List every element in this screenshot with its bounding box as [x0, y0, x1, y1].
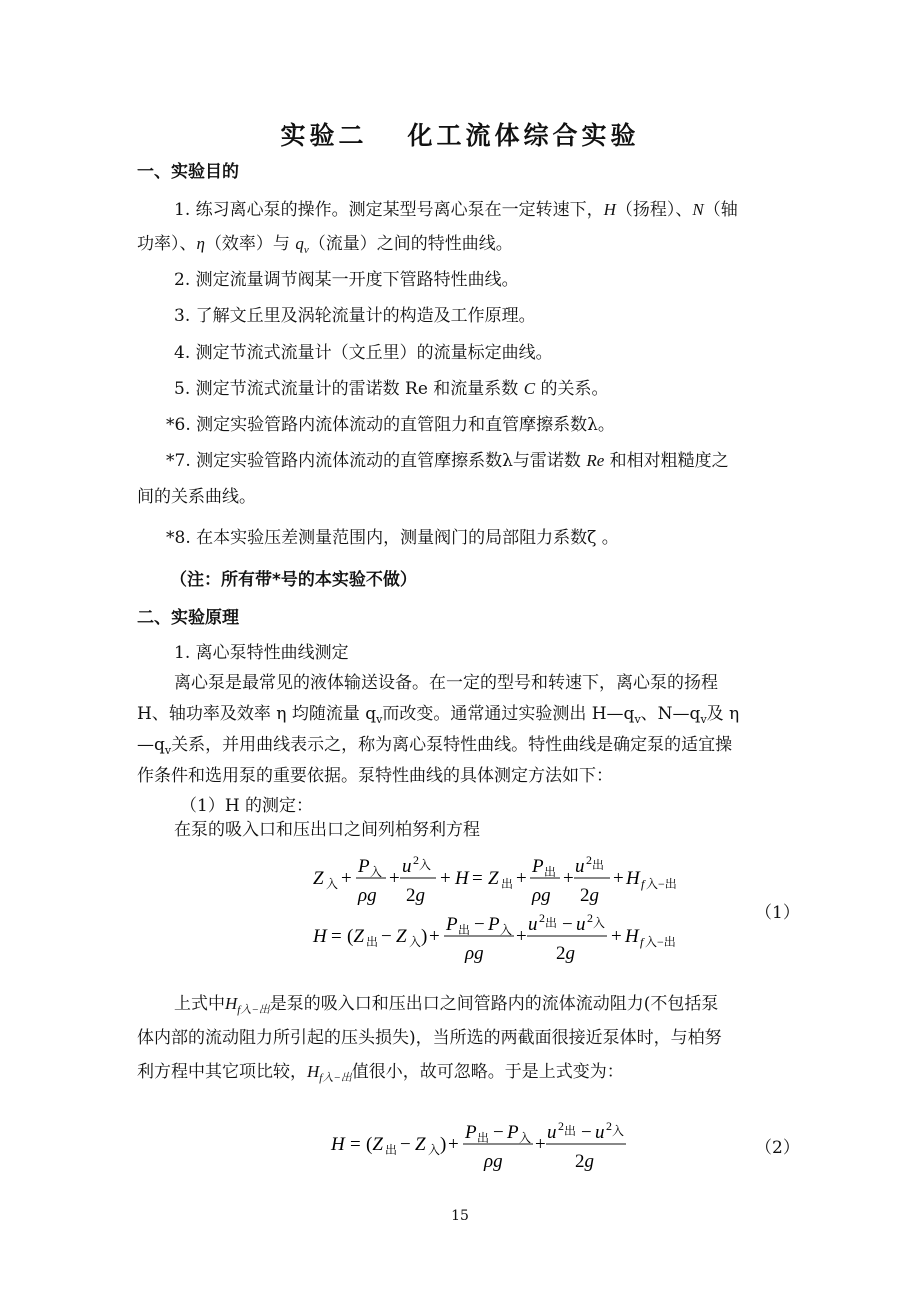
item1-line2: 功率）、η（效率）与 $q_v$（流量）之间的特性曲线。 — [137, 234, 513, 256]
svg-text:出: 出 — [592, 858, 605, 872]
subsection-1-1: （1）H 的测定： — [180, 796, 314, 816]
svg-text:入−出: 入−出 — [646, 877, 677, 891]
para1-line3: $—q_v$关系，并用曲线表示之，称为离心泵特性曲线。特性曲线是确定泵的适宜操 — [137, 735, 733, 757]
svg-text:=: = — [350, 1134, 361, 1155]
svg-text:u: u — [576, 914, 586, 935]
para1-line2: H、轴功率及效率 η 均随流量 $q_v$而改变。通常通过实验测出 $H—q_v$、$N—q_v$及 η — [137, 704, 740, 726]
svg-text:u: u — [595, 1122, 605, 1143]
svg-text:2: 2 — [606, 1119, 612, 1133]
note: （注：所有带*号的本实验不做） — [170, 570, 417, 590]
svg-text:u: u — [402, 856, 412, 877]
svg-text:2: 2 — [539, 911, 545, 925]
svg-text:(Z: (Z — [347, 926, 364, 947]
svg-text:+: + — [535, 1134, 546, 1155]
svg-text:−: − — [381, 926, 392, 947]
svg-text:−: − — [581, 1122, 592, 1143]
svg-text:Z: Z — [313, 868, 324, 889]
svg-text:入: 入 — [428, 1143, 441, 1157]
svg-text:H: H — [455, 868, 469, 889]
svg-text:2g: 2g — [556, 943, 575, 964]
svg-text:(Z: (Z — [366, 1134, 383, 1155]
svg-text:ρg: ρg — [484, 1151, 503, 1172]
svg-text:): ) — [421, 926, 428, 947]
svg-text:P: P — [358, 856, 370, 877]
item2: 2. 测定流量调节阀某一开度下管路特性曲线。 — [174, 270, 519, 290]
svg-text:入: 入 — [370, 865, 383, 879]
svg-text:出: 出 — [385, 1143, 398, 1157]
svg-text:P: P — [532, 856, 544, 877]
svg-text:+: + — [341, 868, 352, 889]
svg-text:出: 出 — [564, 1124, 577, 1138]
svg-text:−: − — [562, 914, 573, 935]
svg-text:入: 入 — [593, 916, 606, 930]
item7-line2: 间的关系曲线。 — [137, 487, 256, 507]
svg-text:f: f — [641, 877, 645, 891]
para2: 在泵的吸入口和压出口之间列柏努利方程 — [174, 820, 480, 840]
svg-text:Z: Z — [396, 926, 407, 947]
svg-text:u: u — [528, 914, 538, 935]
svg-text:入: 入 — [419, 858, 432, 872]
svg-text:2g: 2g — [406, 885, 425, 906]
svg-text:入: 入 — [612, 1124, 625, 1138]
svg-text:ρg: ρg — [358, 885, 377, 906]
svg-text:出: 出 — [544, 865, 557, 879]
svg-text:+: + — [516, 868, 527, 889]
title-part1: 实验二 — [280, 121, 368, 150]
svg-text:P: P — [465, 1122, 477, 1143]
svg-text:P: P — [446, 914, 458, 935]
page-number: 15 — [451, 1208, 469, 1224]
svg-text:2g: 2g — [575, 1151, 594, 1172]
svg-text:H: H — [331, 1134, 345, 1155]
item4: 4. 测定节流式流量计（文丘里）的流量标定曲线。 — [174, 343, 553, 363]
svg-text:Z: Z — [488, 868, 499, 889]
svg-text:H: H — [626, 868, 640, 889]
item3: 3. 了解文丘里及涡轮流量计的构造及工作原理。 — [174, 306, 536, 326]
svg-text:Z: Z — [415, 1134, 426, 1155]
svg-text:+: + — [563, 868, 574, 889]
equation-2-number: （2） — [755, 1138, 800, 1158]
svg-text:+: + — [389, 868, 400, 889]
svg-text:2: 2 — [413, 853, 419, 867]
svg-text:ρg: ρg — [465, 943, 484, 964]
svg-text:P: P — [488, 914, 500, 935]
svg-text:出: 出 — [366, 935, 379, 949]
svg-text:H: H — [313, 926, 327, 947]
svg-text:入: 入 — [326, 877, 339, 891]
svg-text:+: + — [613, 868, 624, 889]
item1-line1: 1. 练习离心泵的操作。测定某型号离心泵在一定转速下，H（扬程）、N（轴 — [174, 200, 738, 220]
svg-text:H: H — [625, 926, 639, 947]
svg-text:−: − — [400, 1134, 411, 1155]
svg-text:+: + — [429, 926, 440, 947]
svg-text:出: 出 — [458, 923, 471, 937]
svg-text:+: + — [440, 868, 451, 889]
para3-line1: 上式中$H_{f入-出}$是泵的吸入口和压出口之间管路内的流体流动阻力(不包括泵 — [174, 994, 719, 1016]
svg-text:−: − — [493, 1122, 504, 1143]
svg-text:入: 入 — [500, 923, 513, 937]
para1-line1: 离心泵是最常见的液体输送设备。在一定的型号和转速下，离心泵的扬程 — [174, 673, 718, 693]
item6: *6. 测定实验管路内流体流动的直管阻力和直管摩擦系数λ。 — [166, 415, 615, 435]
svg-text:u: u — [575, 856, 585, 877]
item7-line1: *7. 测定实验管路内流体流动的直管摩擦系数λ与雷诺数 Re 和相对粗糙度之 — [166, 451, 729, 471]
para3-line3: 利方程中其它项比较，$H_{f入-出}$值很小，故可忽略。于是上式变为： — [137, 1062, 624, 1084]
equation-1-number: （1） — [755, 903, 800, 923]
svg-text:u: u — [547, 1122, 557, 1143]
svg-text:入: 入 — [409, 935, 422, 949]
svg-text:2: 2 — [586, 853, 592, 867]
svg-text:2: 2 — [558, 1119, 564, 1133]
svg-text:ρg: ρg — [532, 885, 551, 906]
item8: *8. 在本实验压差测量范围内，测量阀门的局部阻力系数ζ 。 — [166, 528, 619, 548]
svg-text:入: 入 — [519, 1131, 532, 1145]
svg-text:+: + — [516, 926, 527, 947]
svg-text:2: 2 — [587, 911, 593, 925]
svg-text:出: 出 — [477, 1131, 490, 1145]
svg-text:+: + — [448, 1134, 459, 1155]
svg-text:出: 出 — [545, 916, 558, 930]
svg-text:P: P — [507, 1122, 519, 1143]
title-part2: 化工流体综合实验 — [407, 121, 640, 150]
section1-heading: 一、实验目的 — [137, 162, 239, 182]
svg-text:): ) — [440, 1134, 447, 1155]
section2-heading: 二、实验原理 — [137, 608, 239, 628]
page-title — [0, 116, 920, 152]
svg-text:−: − — [474, 914, 485, 935]
svg-text:+: + — [611, 926, 622, 947]
svg-text:f: f — [640, 935, 644, 949]
svg-text:=: = — [472, 868, 483, 889]
svg-text:=: = — [331, 926, 342, 947]
svg-text:2g: 2g — [580, 885, 599, 906]
para1-line4: 作条件和选用泵的重要依据。泵特性曲线的具体测定方法如下： — [137, 766, 613, 786]
subsection-1: 1. 离心泵特性曲线测定 — [174, 643, 349, 663]
svg-text:入−出: 入−出 — [645, 935, 676, 949]
item5: 5. 测定节流式流量计的雷诺数 Re 和流量系数 C 的关系。 — [174, 379, 609, 399]
svg-text:出: 出 — [501, 877, 514, 891]
para3-line2: 体内部的流动阻力所引起的压头损失)，当所选的两截面很接近泵体时，与柏努 — [137, 1028, 722, 1048]
